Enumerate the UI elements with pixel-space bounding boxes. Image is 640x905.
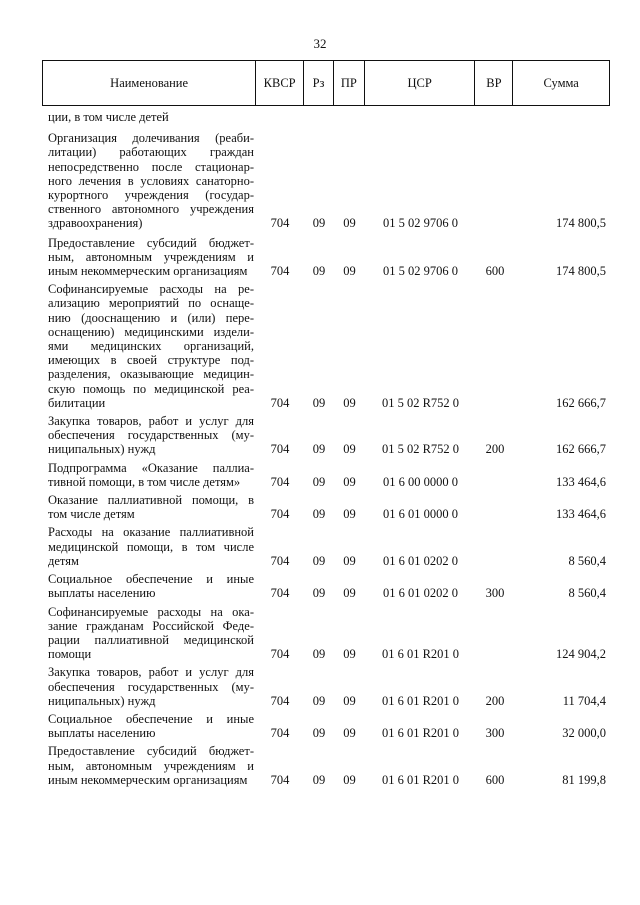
row-kvsr: 704 xyxy=(270,216,290,231)
row-sum: 133 464,6 xyxy=(556,507,606,522)
header-kvsr: КВСР xyxy=(256,61,304,105)
row-name: Софинансируемые расходы на оказание гражданам Российской Федерации паллиативной медицинской помощи xyxy=(48,604,254,662)
row-vr: 600 xyxy=(485,772,505,787)
row-name: Софинансируемые расходы на реализацию мероприятий по оснащению (дооснащению и (или) переоснащению) медицинскими изделиями медицинских организаций, имеющих в своей структуре подразделения, оказывающие медицинскую помощь по медицинской реабилитации xyxy=(48,282,254,410)
table-row xyxy=(42,131,610,230)
table-row xyxy=(42,282,610,410)
table-row xyxy=(42,744,610,787)
row-sum: 162 666,7 xyxy=(556,442,606,457)
row-name: Расходы на оказание паллиативной медицинской помощи, в том числе детям xyxy=(48,525,254,568)
table-row xyxy=(42,493,610,521)
table-row xyxy=(42,665,610,708)
row-pr: 09 xyxy=(343,553,356,568)
table-row xyxy=(42,605,610,662)
row-csr: 01 5 02 9706 0 xyxy=(383,216,458,231)
table-row xyxy=(42,712,610,740)
row-rz: 09 xyxy=(312,442,326,457)
row-pr: 09 xyxy=(343,395,356,410)
table-row xyxy=(42,572,610,600)
row-kvsr: 704 xyxy=(270,507,290,522)
row-rz: 09 xyxy=(312,474,326,489)
row-name: ции, в том числе детей xyxy=(48,110,169,124)
row-kvsr: 704 xyxy=(270,693,290,708)
row-name: Закупка товаров, работ и услуг для обеспечения государственных (муниципальных) нужд xyxy=(48,665,254,708)
row-csr: 01 6 01 0202 0 xyxy=(383,586,458,601)
row-name: Предоставление субсидий бюджетным, автономным учреждениям и иным некоммерческим организациям xyxy=(48,235,254,279)
row-sum: 8 560,4 xyxy=(568,553,606,568)
row-rz: 09 xyxy=(312,726,326,741)
row-sum: 162 666,7 xyxy=(556,395,606,410)
row-name: Оказание паллиативной помощи, в том числе детям xyxy=(48,493,254,522)
row-sum: 11 704,4 xyxy=(562,693,606,708)
row-kvsr: 704 xyxy=(270,772,290,787)
row-rz: 09 xyxy=(312,553,326,568)
table-row xyxy=(42,110,610,124)
row-sum: 81 199,8 xyxy=(562,772,606,787)
row-rz: 09 xyxy=(312,264,326,279)
row-rz: 09 xyxy=(312,395,326,410)
table-row xyxy=(42,236,610,279)
table-header xyxy=(42,60,610,106)
row-sum: 32 000,0 xyxy=(562,726,606,741)
header-rz: Рз xyxy=(304,61,334,105)
row-name: Предоставление субсидий бюджетным, автономным учреждениям и иным некоммерческим организациям xyxy=(48,744,254,787)
row-kvsr: 704 xyxy=(270,474,290,489)
row-vr: 300 xyxy=(485,586,505,601)
table-row xyxy=(42,414,610,457)
row-csr: 01 5 02 R752 0 xyxy=(381,442,460,457)
row-sum: 124 904,2 xyxy=(556,647,606,662)
row-vr: 300 xyxy=(485,726,505,741)
row-csr: 01 6 00 0000 0 xyxy=(383,474,458,489)
row-pr: 09 xyxy=(343,474,356,489)
row-sum: 174 800,5 xyxy=(556,264,606,279)
row-pr: 09 xyxy=(343,726,356,741)
row-name: Организация долечивания (реабилитации) работающих граждан непосредственно после стационарного лечения в условиях санаторно-курортного учреждения (государственного автономного учреждения здравоохранения) xyxy=(48,131,254,231)
row-kvsr: 704 xyxy=(270,726,290,741)
row-pr: 09 xyxy=(343,216,356,231)
row-kvsr: 704 xyxy=(270,264,290,279)
row-pr: 09 xyxy=(343,264,356,279)
row-vr: 200 xyxy=(485,693,505,708)
row-rz: 09 xyxy=(312,693,326,708)
row-pr: 09 xyxy=(343,507,356,522)
header-pr: ПР xyxy=(334,61,365,105)
page-number: 32 xyxy=(313,36,327,51)
row-kvsr: 704 xyxy=(270,553,290,568)
row-name: Социальное обеспечение и иные выплаты населению xyxy=(48,572,254,601)
row-csr: 01 6 01 R201 0 xyxy=(381,726,460,741)
row-vr: 600 xyxy=(485,264,505,279)
row-rz: 09 xyxy=(312,772,326,787)
row-sum: 8 560,4 xyxy=(568,586,606,601)
row-name: Социальное обеспечение и иные выплаты населению xyxy=(48,711,254,741)
row-csr: 01 6 01 R201 0 xyxy=(381,693,460,708)
row-name: Закупка товаров, работ и услуг для обеспечения государственных (муниципальных) нужд xyxy=(48,414,254,457)
table-row xyxy=(42,525,610,568)
row-kvsr: 704 xyxy=(270,647,290,662)
row-kvsr: 704 xyxy=(270,442,290,457)
header-name: Наименование xyxy=(43,61,256,105)
row-csr: 01 6 01 0202 0 xyxy=(383,553,458,568)
row-pr: 09 xyxy=(343,442,356,457)
row-pr: 09 xyxy=(343,647,356,662)
row-rz: 09 xyxy=(312,586,326,601)
row-name: Подпрограмма «Оказание паллиативной помощи, в том числе детям» xyxy=(48,460,254,489)
table-row xyxy=(42,461,610,489)
row-sum: 174 800,5 xyxy=(556,216,606,231)
row-csr: 01 6 01 0000 0 xyxy=(383,507,458,522)
row-pr: 09 xyxy=(343,586,356,601)
row-csr: 01 5 02 R752 0 xyxy=(381,395,460,410)
header-vr: ВР xyxy=(475,61,513,105)
row-csr: 01 6 01 R201 0 xyxy=(381,647,460,662)
row-pr: 09 xyxy=(343,693,356,708)
header-sum: Сумма xyxy=(543,75,579,90)
row-rz: 09 xyxy=(312,216,326,231)
row-rz: 09 xyxy=(312,647,326,662)
row-csr: 01 5 02 9706 0 xyxy=(383,264,458,279)
row-kvsr: 704 xyxy=(270,586,290,601)
table-body xyxy=(42,106,610,787)
row-kvsr: 704 xyxy=(270,395,290,410)
row-rz: 09 xyxy=(312,507,326,522)
row-pr: 09 xyxy=(343,772,356,787)
row-sum: 133 464,6 xyxy=(556,474,606,489)
header-csr: ЦСР xyxy=(365,61,476,105)
row-vr: 200 xyxy=(485,442,505,457)
row-csr: 01 6 01 R201 0 xyxy=(381,772,460,787)
